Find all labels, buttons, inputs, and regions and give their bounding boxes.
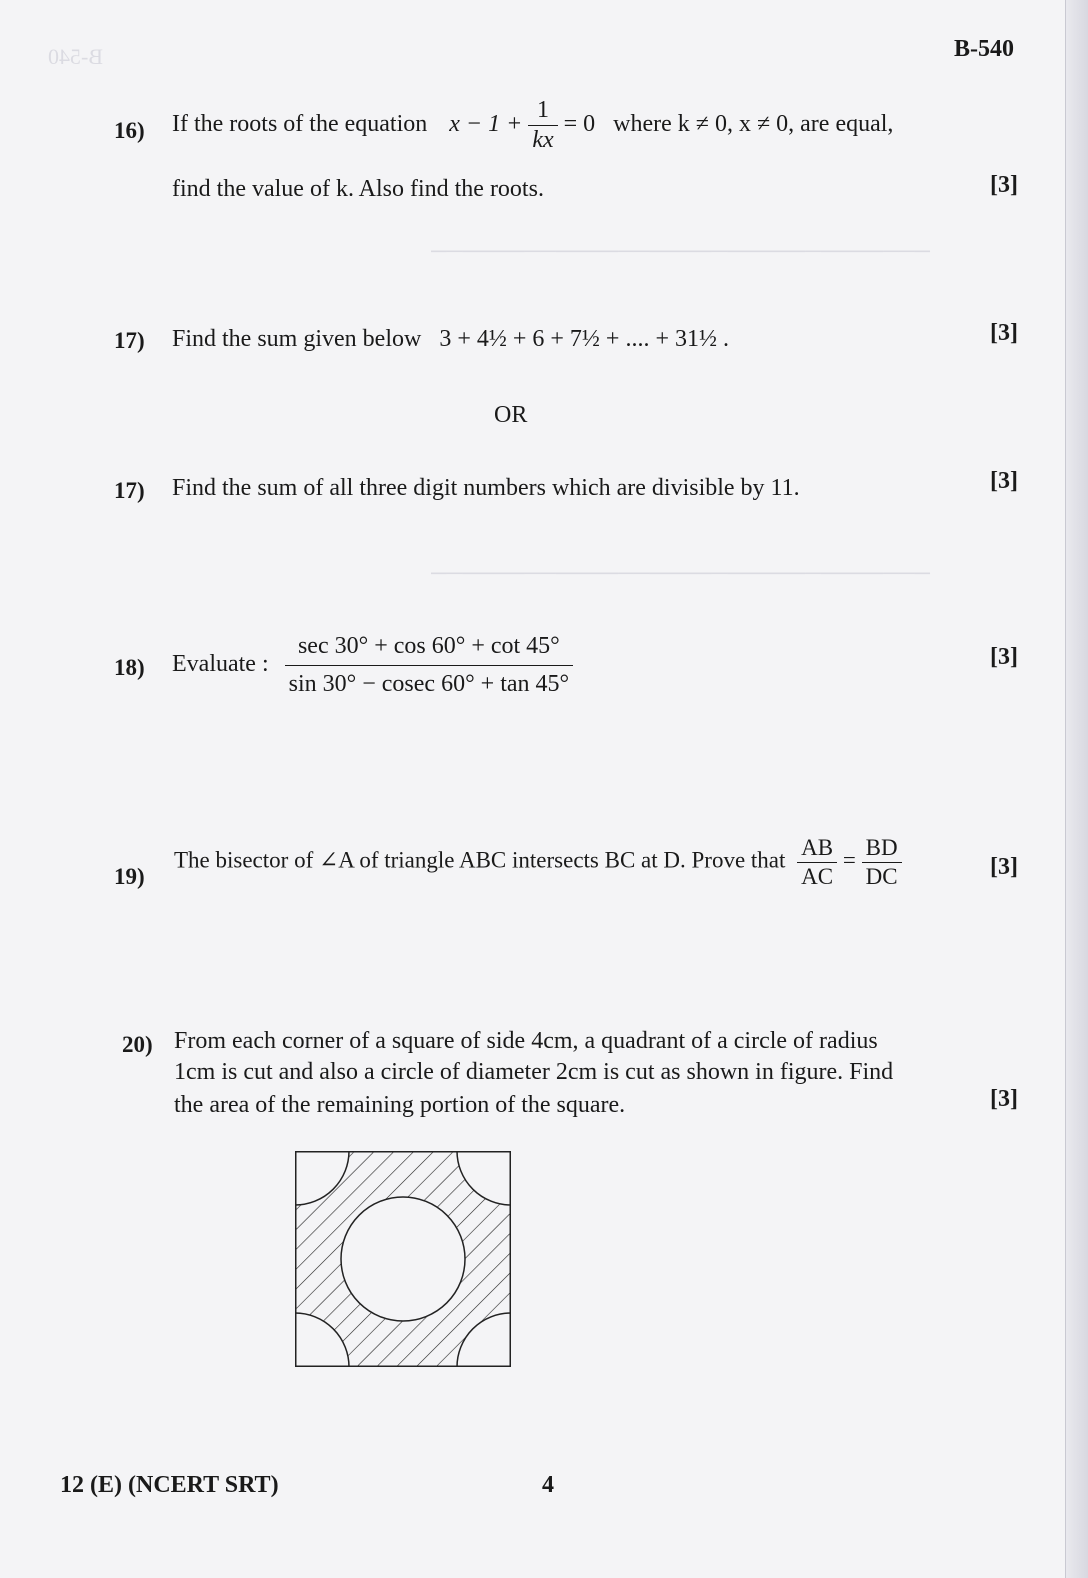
page-edge-shadow	[1065, 0, 1088, 1578]
question-18-text	[172, 632, 573, 699]
question-number: 20)	[122, 1032, 153, 1057]
fraction-denominator: sin 30° − cosec 60° + tan 45°	[288, 670, 570, 697]
question-17-text	[172, 326, 729, 353]
fraction-denominator: AC	[801, 863, 834, 889]
trig-fraction	[285, 632, 574, 699]
marks-label: [3]	[990, 644, 1018, 670]
marks-label: [3]	[990, 320, 1018, 346]
question-number: 17)	[114, 478, 145, 503]
paper-code: B-540	[954, 36, 1014, 62]
bleed-through-text: ────────────────────────────────	[431, 560, 930, 585]
fraction-numerator: 1	[528, 96, 557, 126]
square-figure	[294, 1151, 512, 1367]
condition-text: where k ≠ 0, x ≠ 0, are equal,	[613, 110, 894, 137]
fraction-denominator: DC	[865, 863, 898, 889]
question-text: Evaluate :	[172, 650, 269, 677]
fraction-numerator: BD	[862, 834, 902, 863]
shaded-region	[295, 1151, 511, 1367]
question-20-line1: From each corner of a square of side 4cm, a quadrant of a circle of radius	[174, 1028, 878, 1054]
page-number: 4	[542, 1472, 554, 1498]
question-number: 17)	[114, 328, 145, 353]
ratio-fraction-right	[862, 834, 902, 890]
question-text: If the roots of the equation	[172, 110, 428, 137]
or-label: OR	[494, 402, 528, 428]
footer-course-code: 12 (E) (NCERT SRT)	[60, 1472, 279, 1498]
question-16-line1	[172, 96, 893, 155]
question-text: Find the sum of all three digit numbers which are divisible by 11.	[172, 475, 800, 501]
marks-label: [3]	[990, 172, 1018, 198]
question-number: 18)	[114, 655, 145, 680]
marks-label: [3]	[990, 468, 1018, 494]
ratio-fraction-left	[797, 834, 837, 890]
bleed-through-header: B-540	[48, 44, 103, 69]
equation-right: = 0	[563, 110, 596, 137]
marks-label: [3]	[990, 854, 1018, 880]
equation-left: x − 1 +	[449, 110, 523, 137]
series-expression: 3 + 4½ + 6 + 7½ + .... + 31½ .	[439, 326, 730, 352]
fraction-numerator: sec 30° + cos 60° + cot 45°	[285, 632, 574, 666]
question-20-line3: the area of the remaining portion of the square.	[174, 1092, 626, 1118]
fraction-denominator: kx	[532, 126, 554, 153]
bleed-through-text: ────────────────────────────────	[431, 238, 930, 263]
question-20-line2: 1cm is cut and also a circle of diameter 2cm is cut as shown in figure. Find	[174, 1059, 894, 1085]
question-number: 16)	[114, 118, 145, 143]
question-19-text	[174, 834, 902, 890]
fraction	[528, 96, 557, 155]
marks-label: [3]	[990, 1086, 1018, 1112]
question-text: Find the sum given below	[172, 326, 422, 352]
fraction-numerator: AB	[797, 834, 837, 863]
question-number: 19)	[114, 864, 145, 889]
equals-sign: =	[842, 847, 856, 873]
question-16-line2: find the value of k. Also find the roots.	[172, 176, 544, 202]
question-text: The bisector of ∠A of triangle ABC intersects BC at D. Prove that	[174, 847, 786, 873]
